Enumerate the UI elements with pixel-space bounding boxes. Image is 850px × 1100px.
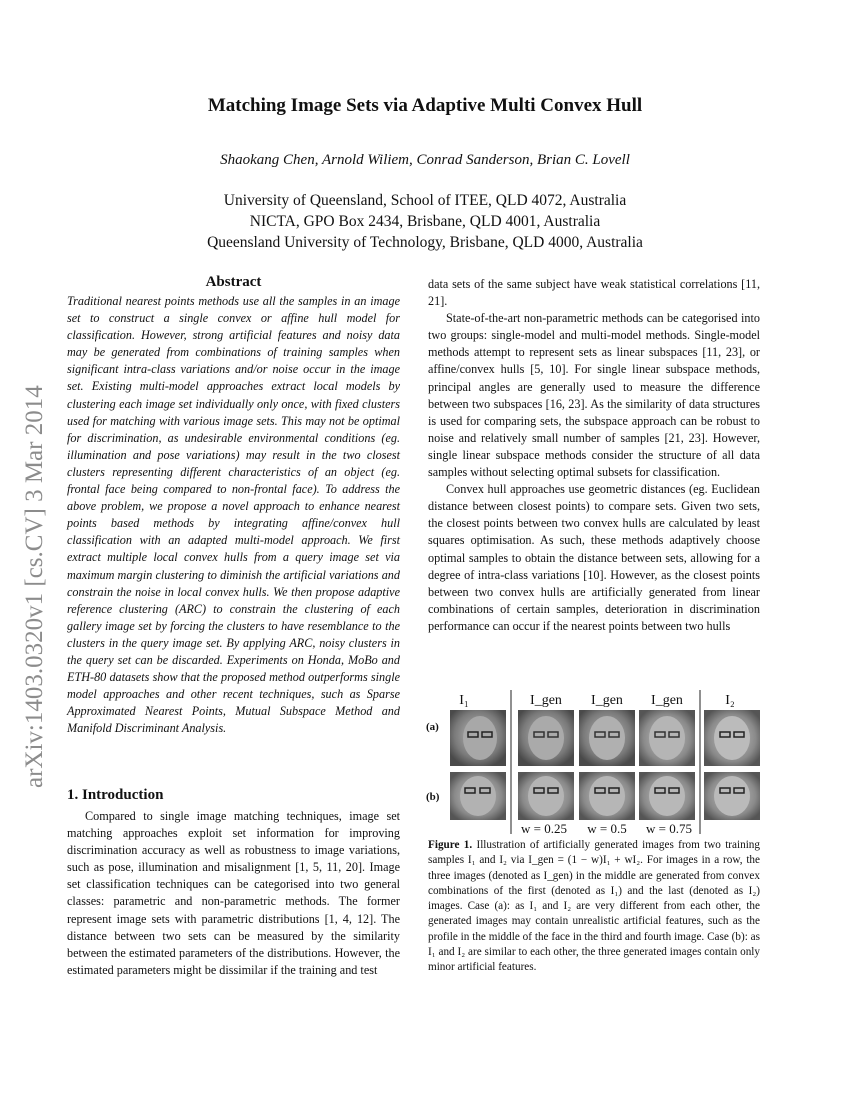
abstract-body: Traditional nearest points methods use all the samples in an image set to construct a single convex or affine hull model for classification. However, strong artificial features and noisy data may be generated from combinations of training samples when significant intra-class variations and/or noise occur in the image set. Existing multi-model approaches extract local models by clustering each image set individually only once, with fixed clusters used for matching with various image sets. This may not be optimal for discrimination, as undesirable environmental conditions (eg. illumination and pose variations) may result in the two closest clusters representing different characteristics of an object (eg. frontal face being compared to non-frontal face). To address the above problem, we propose a novel approach to enhance nearest points based methods by integrating affine/convex hull classification with an adapted multi-model approach. We first extract multiple local convex hulls from a query image set via maximum margin clustering to diminish the artificial variations and constrain the noise in local convex hulls. We then propose adaptive reference clustering (ARC) to constrain the clustering of each gallery image set by forcing the clusters to have resemblance to the clusters in the query image set. By applying ARC, noisy clusters in the query set can be discarded. Experiments on Honda, MoBo and ETH-80 datasets show that the proposed method outperforms single model approaches and other recent techniques, such as Sparse Approximated Nearest Points, Mutual Subspace Method and Manifold Discriminant Analysis. <box>67 294 400 736</box>
author-list: Shaokang Chen, Arnold Wiliem, Conrad Sanderson, Brian C. Lovell <box>220 152 630 168</box>
figure-weight-label: w = 0.5 <box>587 821 627 836</box>
affiliation-line: University of Queensland, School of ITEE, QLD 4072, Australia <box>223 192 627 209</box>
paper-title: Matching Image Sets via Adaptive Multi Convex Hull <box>207 95 643 116</box>
affiliation-line: Queensland University of Technology, Brisbane, QLD 4000, Australia <box>207 234 643 251</box>
face-image <box>704 772 760 820</box>
caption-label: Figure 1. <box>428 839 473 851</box>
figure-row-label: (b) <box>426 791 440 803</box>
face-image <box>450 772 506 820</box>
face-image <box>639 772 695 820</box>
face-image <box>579 772 635 820</box>
paragraph: Convex hull approaches use geometric distances (eg. Euclidean distance between closest points) to compare sets. Given two sets, the closest points between two convex hulls are calculated by least squares optimisation. As such, these methods adaptively choose optimal samples to obtain the distance between sets, allowing for a degree of intra-class variations [10]. However, as the closest points between two convex hulls are artificially generated from linear combinations of certain samples, deterioration in discrimination performance can occur if the nearest points between two hulls <box>428 482 760 633</box>
introduction-body: Compared to single image matching techniques, image set matching approaches exploit set information for improving discrimination accuracy as well as robustness to image variations, such as pose, illumination and misalignment [1, 5, 11, 20]. Image set classification techniques can be categorised into two general classes: parametric and non-parametric methods. The former represent image sets with parametric distributions [1, 4, 12]. The distance between two sets can be measured by the similarity between the estimated parameters of the distributions. However, the estimated parameters might be dissimilar if the training and test <box>67 809 400 977</box>
figure-col-label: I_gen <box>530 693 562 708</box>
figure-row-label: (a) <box>426 721 439 733</box>
face-image <box>518 710 574 766</box>
right-column-text <box>428 276 760 635</box>
caption-text: Illustration of artificially generated images from two training samples I₁ and I₂ via I_gen = (1 − w)I₁ + wI₂. For images in a row, the three images (denoted as I_gen) in the middle are generated from convex combinations of the first (denoted as I₁) and the last (denoted as I₂) images. Case (a): as I₁ and I₂ are very different from each other, the generated images may contain unrealistic artificial features, such as the profile in the middle of the face in the third and fourth image. Case (b): as I₁ and I₂ are similar to each other, the three generated images contain only minor artificial features. <box>428 839 760 974</box>
introduction-heading: 1. Introduction <box>67 787 164 803</box>
figure-1 <box>424 688 764 838</box>
figure-col-label: I_gen <box>591 693 623 708</box>
face-image <box>450 710 506 766</box>
face-image <box>518 772 574 820</box>
figure-weight-label: w = 0.25 <box>521 821 567 836</box>
figure-col-label: I₁ <box>459 693 469 708</box>
paragraph: State-of-the-art non-parametric methods can be categorised into two groups: single-model and multi-model methods. Single-model methods attempt to represent sets as linear subspaces [11, 23], or affine/convex hulls [5, 10]. For single linear subspace methods, principal angles are generally used to measure the difference between two subspaces [16, 23]. As the similarity of data structures is used for comparing sets, the subspace approach can be robust to noise and relatively small number of samples [21, 23]. However, single linear subspace methods consider the structure of all data samples without selecting optimal subsets for classification. <box>428 311 760 480</box>
figure-1-caption <box>428 838 760 976</box>
face-image <box>579 710 635 766</box>
figure-weight-label: w = 0.75 <box>646 821 692 836</box>
arxiv-stamp-text: arXiv:1403.0320v1 [cs.CV] 3 Mar 2014 <box>21 385 48 788</box>
abstract-heading: Abstract <box>205 274 262 290</box>
face-image <box>704 710 760 766</box>
face-image <box>639 710 695 766</box>
figure-col-label: I_gen <box>651 693 683 708</box>
arxiv-stamp <box>6 250 54 790</box>
figure-col-label: I₂ <box>725 693 735 708</box>
affiliation-line: NICTA, GPO Box 2434, Brisbane, QLD 4001, Australia <box>249 213 601 230</box>
affiliations <box>0 190 850 253</box>
paragraph: data sets of the same subject have weak statistical correlations [11, 21]. <box>428 277 760 309</box>
